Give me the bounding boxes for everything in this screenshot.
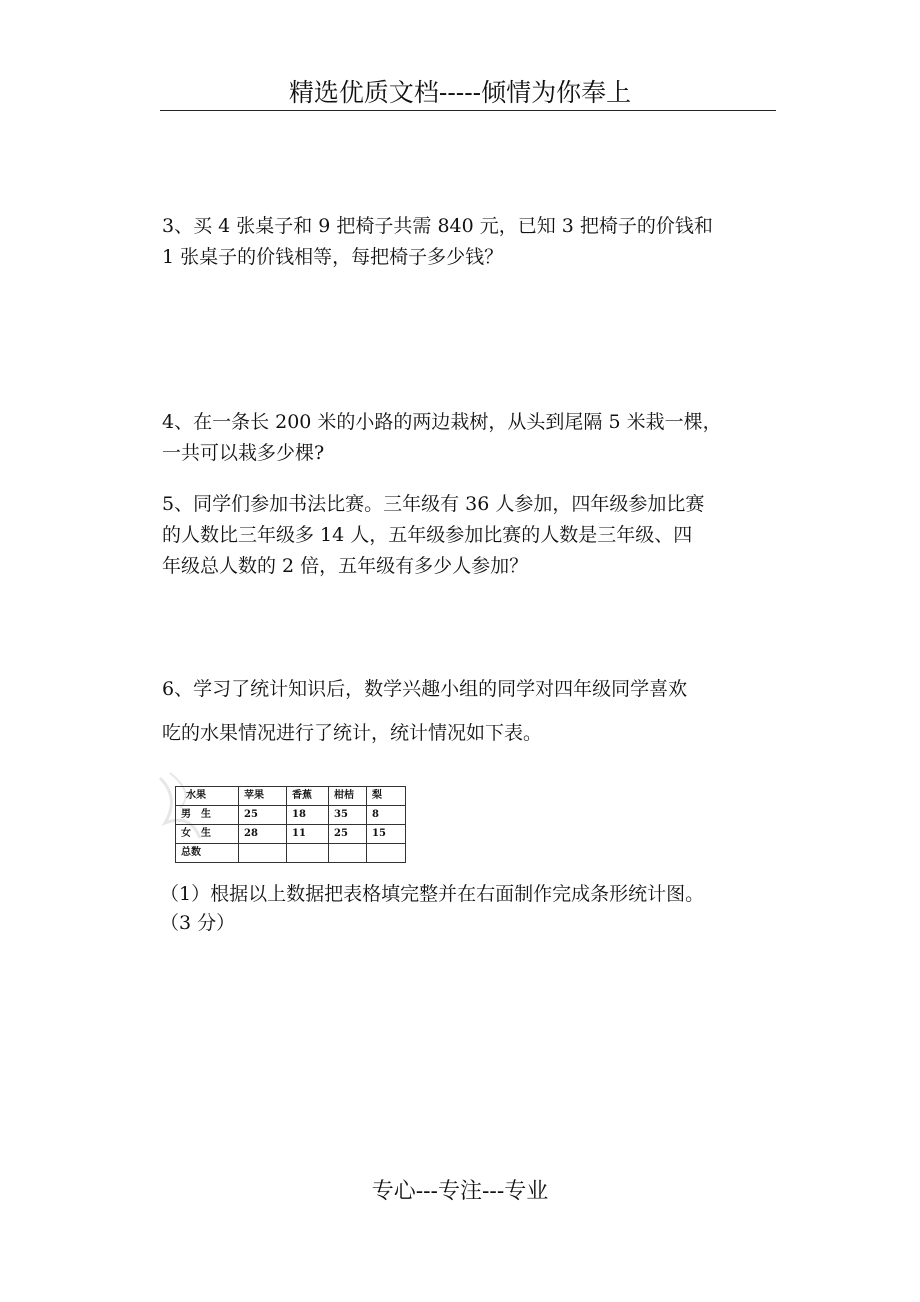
question-5-line-2: 的人数比三年级多 14 人，五年级参加比赛的人数是三年级、四 (162, 524, 693, 546)
table-header-cell: 水果 (176, 787, 239, 806)
question-6-line-2: 吃的水果情况进行了统计，统计情况如下表。 (162, 722, 543, 744)
table-cell (367, 844, 406, 863)
table-header-cell: 柑桔 (329, 787, 367, 806)
table-row (176, 825, 406, 844)
table-cell: 11 (287, 825, 329, 844)
question-5-line-1: 5、同学们参加书法比赛。三年级有 36 人参加，四年级参加比赛 (162, 493, 705, 515)
table-cell: 35 (329, 806, 367, 825)
question-4-line-2: 一共可以栽多少棵? (162, 442, 325, 464)
question-6-sub-line-1: （1）根据以上数据把表格填完整并在右面制作完成条形统计图。 (160, 883, 705, 905)
question-4 (162, 407, 782, 469)
table-cell: 18 (287, 806, 329, 825)
question-5-line-3: 年级总人数的 2 倍，五年级有多少人参加？ (162, 555, 529, 577)
question-6-subtask (160, 880, 800, 938)
page-header-title: 精选优质文档-----倾情为你奉上 (288, 78, 632, 107)
table-cell (239, 844, 287, 863)
question-5 (162, 489, 782, 582)
question-6-line-1: 6、学习了统计知识后，数学兴趣小组的同学对四年级同学喜欢 (162, 678, 688, 700)
table-cell: 25 (329, 825, 367, 844)
page-footer: 专心---专注---专业 (371, 1179, 549, 1204)
table-cell (287, 844, 329, 863)
table-row (176, 806, 406, 825)
table-cell: 25 (239, 806, 287, 825)
question-4-line-1: 4、在一条长 200 米的小路的两边栽树，从头到尾隔 5 米栽一棵， (162, 411, 722, 433)
header-divider (160, 110, 776, 111)
table-row-label: 男 生 (176, 806, 239, 825)
table-cell: 8 (367, 806, 406, 825)
question-6-sub-line-2: （3 分） (160, 912, 236, 934)
table-header-row (176, 787, 406, 806)
question-6 (162, 674, 782, 748)
table-header-cell: 苹果 (239, 787, 287, 806)
question-3 (162, 211, 782, 273)
table-row (176, 844, 406, 863)
table-cell (329, 844, 367, 863)
table-row-label: 女 生 (176, 825, 239, 844)
table-cell: 15 (367, 825, 406, 844)
question-3-line-1: 3、买 4 张桌子和 9 把椅子共需 840 元，已知 3 把椅子的价钱和 (162, 215, 713, 237)
fruit-statistics-table (175, 786, 406, 863)
table-header-cell: 香蕉 (287, 787, 329, 806)
table-cell: 28 (239, 825, 287, 844)
table-row-label: 总数 (176, 844, 239, 863)
question-3-line-2: 1 张桌子的价钱相等，每把椅子多少钱？ (162, 246, 504, 268)
table-header-cell: 梨 (367, 787, 406, 806)
